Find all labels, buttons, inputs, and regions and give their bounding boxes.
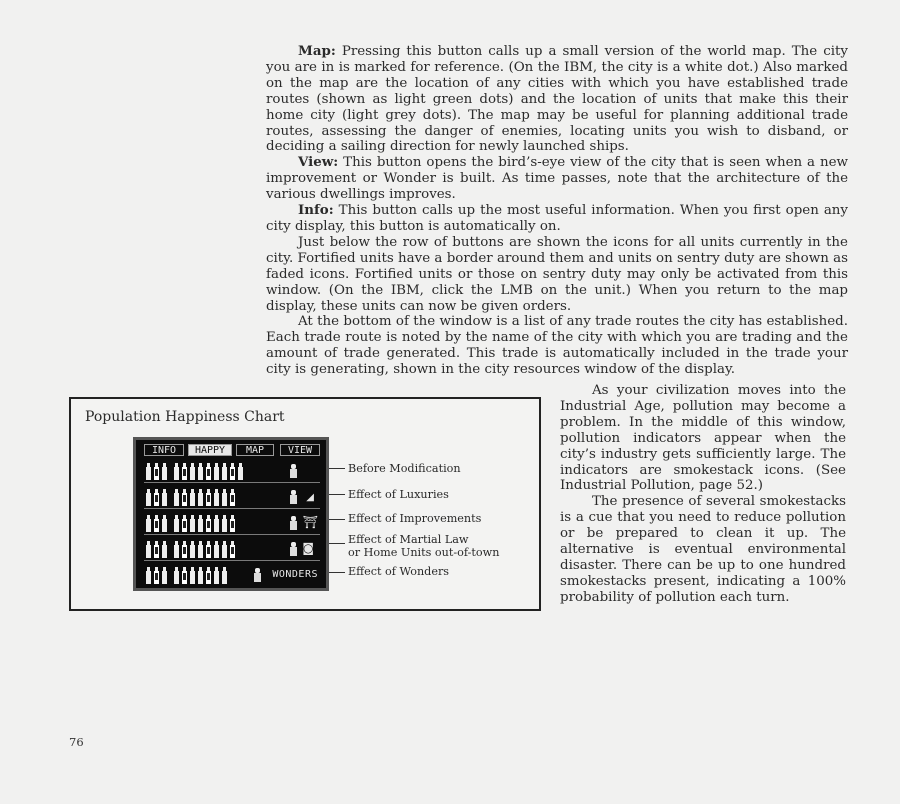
units-paragraph: Just below the row of buttons are shown the icons for all units currently in the city. Fortified units have a border around them and units on sentry duty are shown as faded icons. Fortified units or those on sentry duty may only be activated from this window. (On the IBM, click the LMB on the unit.) When you return to the map display, these units can now be given orders. (266, 234, 848, 314)
map-text: Pressing this button calls up a small version of the world map. The city you are in is marked for reference. (On the IBM, the city is a white dot.) Also marked on the map are the location of any cities with which you have established trade routes (shown as light green dots) and the location of units that make this their home city (light grey dots). The map may be useful for planning additional trade routes, assessing the danger of enemies, locating units you wish to disband, or deciding a sailing direction for newly launched ships. (266, 44, 848, 155)
happiness-row-martial-law (144, 538, 320, 561)
citizen-icon (222, 541, 227, 558)
citizen-icon (182, 567, 187, 584)
citizen-icon (162, 515, 167, 532)
citizen-icon (222, 515, 227, 532)
view-paragraph (266, 155, 848, 203)
view-text: This button opens the bird’s-eye view of the city that is seen when a new improvement or Wonder is built. As time passes, note that the architecture of the various dwellings improves. (266, 155, 848, 203)
citizen-icon (230, 463, 235, 480)
citizen-icon (154, 489, 159, 506)
citizen-icon (238, 463, 243, 480)
citizen-icon (222, 489, 227, 506)
info-text: This button calls up the most useful information. When you first open any city display, this button is automatically on. (266, 203, 848, 234)
citizen-icon (174, 463, 179, 480)
citizen-icon (162, 489, 167, 506)
pollution-paragraph-1: As your civilization moves into the Industrial Age, pollution may become a problem. In the middle of this window, pollution indicators appear when the city’s industry gets sufficiently large. The indicators are smokestack icons. (See Industrial Pollution, page 52.) (560, 383, 846, 494)
citizen-icon (174, 541, 179, 558)
citizen-icon (230, 541, 235, 558)
citizen-icon (182, 463, 187, 480)
citizen-icon (190, 489, 195, 506)
citizen-icon (206, 541, 211, 558)
citizen-icon (230, 489, 235, 506)
citizen-icon (174, 515, 179, 532)
military-unit-icon: ◙ (302, 541, 314, 555)
citizen-icon (154, 515, 159, 532)
callout-line-luxuries (329, 494, 345, 495)
entertainer-icon (253, 568, 262, 582)
entertainer-icon (289, 516, 298, 530)
citizen-icon (162, 541, 167, 558)
citizen-icon (190, 567, 195, 584)
luxury-icon: ◢ (306, 492, 314, 503)
city-happy-screen (133, 437, 329, 591)
citizen-icon (146, 463, 151, 480)
citizen-icon (182, 515, 187, 532)
callout-effect-improvements: Effect of Improvements (348, 512, 482, 525)
citizen-icon (222, 463, 227, 480)
citizen-icon (190, 541, 195, 558)
citizen-icon (198, 567, 203, 584)
citizen-icon (154, 541, 159, 558)
citizen-icon (146, 515, 151, 532)
citizen-icon (174, 489, 179, 506)
citizen-icon (214, 463, 219, 480)
citizen-icon (146, 489, 151, 506)
citizen-icon (146, 567, 151, 584)
callout-home-units: or Home Units out-of-town (348, 546, 500, 559)
citizen-icon (174, 567, 179, 584)
page-number: 76 (69, 735, 84, 749)
callout-line-before (329, 468, 345, 469)
citizen-icon (198, 463, 203, 480)
citizen-icon (198, 489, 203, 506)
screen-tabs (144, 444, 320, 458)
entertainer-icon (289, 542, 298, 556)
citizen-icon (198, 541, 203, 558)
citizen-icon (154, 567, 159, 584)
main-text-column (266, 44, 848, 378)
tab-map: MAP (236, 444, 274, 456)
callout-line-martial-law (329, 543, 345, 544)
citizen-icon (206, 463, 211, 480)
citizen-icon (162, 567, 167, 584)
map-paragraph (266, 44, 848, 155)
citizen-icon (206, 567, 211, 584)
happiness-row-luxuries (144, 486, 320, 509)
callout-effect-luxuries: Effect of Luxuries (348, 488, 449, 501)
info-paragraph (266, 203, 848, 235)
citizen-icon (222, 567, 227, 584)
citizen-icon (214, 541, 219, 558)
citizen-icon (214, 515, 219, 532)
entertainer-icon (289, 490, 298, 504)
happiness-row-improvements (144, 512, 320, 535)
tab-view: VIEW (280, 444, 320, 456)
figure-title: Population Happiness Chart (85, 409, 285, 425)
citizen-icon (214, 489, 219, 506)
citizen-icon (154, 463, 159, 480)
view-lead: View: (298, 154, 339, 171)
callout-effect-martial-law: Effect of Martial Law (348, 533, 469, 546)
temple-icon: ⛩ (302, 515, 318, 529)
pollution-text-column (560, 383, 846, 606)
tab-info: INFO (144, 444, 184, 456)
wonders-label: WONDERS (272, 569, 318, 580)
citizen-icon (162, 463, 167, 480)
citizen-icon (206, 515, 211, 532)
citizen-icon (214, 567, 219, 584)
citizen-icon (190, 515, 195, 532)
citizen-icon (146, 541, 151, 558)
callout-line-improvements (329, 519, 345, 520)
happiness-row-before (144, 460, 320, 483)
citizen-icon (230, 515, 235, 532)
trade-paragraph: At the bottom of the window is a list of any trade routes the city has established. Each trade route is noted by the name of the city with which you are trading and the amount of trade generated. This trade is automatically included in the trade your city is generating, shown in the city resources window of the display. (266, 314, 848, 378)
citizen-icon (182, 541, 187, 558)
citizen-icon (206, 489, 211, 506)
info-lead: Info: (298, 202, 334, 219)
population-happiness-figure (69, 397, 541, 611)
callout-effect-wonders: Effect of Wonders (348, 565, 450, 578)
citizen-icon (198, 515, 203, 532)
callout-before-modification: Before Modification (348, 462, 461, 475)
tab-happy: HAPPY (188, 444, 232, 456)
entertainer-icon (289, 464, 298, 478)
citizen-icon (182, 489, 187, 506)
map-lead: Map: (298, 43, 336, 59)
callout-line-wonders (329, 572, 345, 573)
citizen-icon (190, 463, 195, 480)
pollution-paragraph-2: The presence of several smokestacks is a cue that you need to reduce pollution or be prepared to clean it up. The alternative is eventual environmental disaster. There can be up to one hundred smokestacks present, indicating a 100% probability of pollution each turn. (560, 494, 846, 605)
happiness-row-wonders (144, 564, 320, 586)
